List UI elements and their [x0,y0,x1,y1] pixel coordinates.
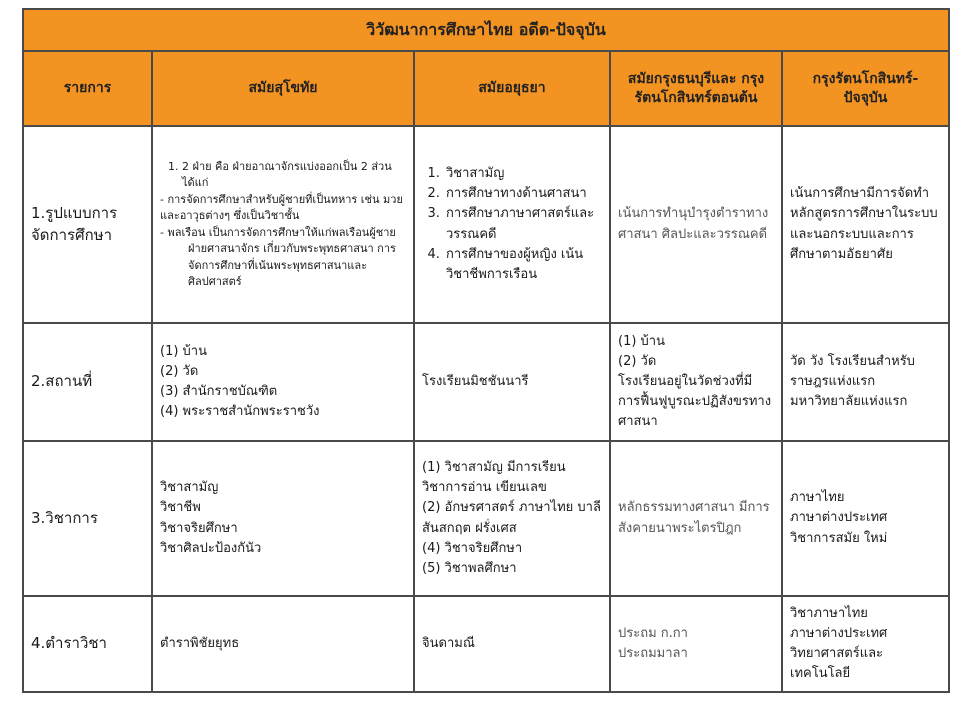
text-line: (4) วิชาจริยศึกษา [422,540,523,556]
cell-thonburi [610,323,782,441]
header-rattanakosin-present: กรุงรัตนโกสินทร์- ปัจจุบัน [782,51,949,126]
text-line: (5) วิชาพลศึกษา [422,560,517,576]
text-line: - การจัดการศึกษาสำหรับผู้ชายที่เป็นทหาร เช่น มวย และอาวุธต่างๆ ซึ่งเป็นวิชาชั้น [160,192,403,222]
list-item: 1. 2 ฝ่าย คือ ฝ่ายอาณาจักรแบ่งออกเป็น 2 ส่วน ได้แก่ [182,159,406,192]
text-line: (1) วิชาสามัญ มีการเรียนวิชาการอ่าน เขียนเลข [422,460,566,496]
cell-sukhothai [152,441,414,596]
text-line: ภาษาต่างประเทศ [790,510,888,526]
cell-ayutthaya: โรงเรียนมิชชันนารี [414,323,610,441]
text-line: ฝ่ายศาสนาจักร เกี่ยวกับพระพุทธศาสนา การจัดการศึกษาที่เน้นพระพุทธศาสนาและศิลปศาสตร์ [188,242,396,288]
education-evolution-table [22,8,950,693]
list-item: 1. วิชาสามัญ [444,164,602,184]
header-ayutthaya: สมัยอยุธยา [414,51,610,126]
header-thonburi-rattanakosin-early: สมัยกรุงธนบุรีและ กรุงรัตนโกสินทร์ตอนต้น [610,51,782,126]
text-line: (4) พระราชสำนักพระราชวัง [160,404,320,420]
text-line: วิชาจริยศึกษา [160,520,238,536]
row-label: 3.วิชาการ [23,441,152,596]
cell-present [782,596,949,692]
cell-thonburi [610,596,782,692]
text-line: วิชาภาษาไทย [790,605,868,621]
numbered-list [160,159,406,192]
header-item: รายการ [23,51,152,126]
cell-thonburi: หลักธรรมทางศาสนา มีการสังคายนาพระไตรปิฎก [610,441,782,596]
text-line: โรงเรียนอยู่ในวัดช่วงที่มีการฟื้นฟูบูรณะปฏิสังขรทางศาสนา [618,373,772,430]
text-line: (1) บ้าน [618,333,665,349]
numbered-list [422,164,602,285]
list-item: 4. การศึกษาของผู้หญิง เน้นวิชาชีพการเรือน [444,245,602,285]
table-title: วิวัฒนาการศึกษาไทย อดีต-ปัจจุบัน [23,9,949,51]
cell-ayutthaya [414,441,610,596]
text-line: วิชาสามัญ [160,480,219,496]
cell-sukhothai [152,126,414,323]
text-line: (2) อักษรศาสตร์ ภาษาไทย บาลี สันสกฤต ฝรั่งเศส [422,500,601,536]
row-label: 2.สถานที่ [23,323,152,441]
text-line: ภาษาไทย [790,490,845,506]
table-row [23,323,949,441]
list-item: 3. การศึกษาภาษาศาสตร์และวรรณคดี [444,204,602,244]
table-row [23,441,949,596]
cell-thonburi: เน้นการทำนุบำรุงตำราทางศาสนา ศิลปะและวรรณคดี [610,126,782,323]
row-label: 1.รูปแบบการจัดการศึกษา [23,126,152,323]
row-label: 4.ตำราวิชา [23,596,152,692]
cell-present [782,323,949,441]
text-line: วิชาศิลปะป้องกันัว [160,540,262,556]
table-row [23,126,949,323]
cell-ayutthaya: จินดามณี [414,596,610,692]
text-line: ประถม ก.กา [618,625,688,641]
cell-present [782,441,949,596]
text-line: วิชาการสมัย ใหม่ [790,530,888,546]
cell-present: เน้นการศึกษามีการจัดทำหลักสูตรการศึกษาในระบบและนอกระบบและการศึกษาตามอัธยาศัย [782,126,949,323]
cell-sukhothai: ตำราพิชัยยุทธ [152,596,414,692]
text-line: วิชาชีพ [160,500,201,516]
text-line: ประถมมาลา [618,646,688,661]
text-line: (1) บ้าน [160,343,207,359]
list-item: 2. การศึกษาทางด้านศาสนา [444,184,602,204]
text-line: ภาษาต่างประเทศ [790,625,888,641]
text-line: - พลเรือน เป็นการจัดการศึกษาให้แก่พลเรือนผู้ชาย [160,225,396,239]
text-line: (2) วัด [160,363,199,379]
text-line: วิทยาศาสตร์และเทคโนโลยี [790,646,884,682]
table-row [23,596,949,692]
cell-ayutthaya [414,126,610,323]
cell-sukhothai [152,323,414,441]
text-line: (2) วัด [618,353,657,369]
text-line: วัด วัง โรงเรียนสำหรับราษฎรแห่งแรก [790,353,915,389]
header-sukhothai: สมัยสุโขทัย [152,51,414,126]
text-line: มหาวิทยาลัยแห่งแรก [790,394,908,410]
text-line: (3) สำนักราชบัณฑิต [160,384,278,399]
